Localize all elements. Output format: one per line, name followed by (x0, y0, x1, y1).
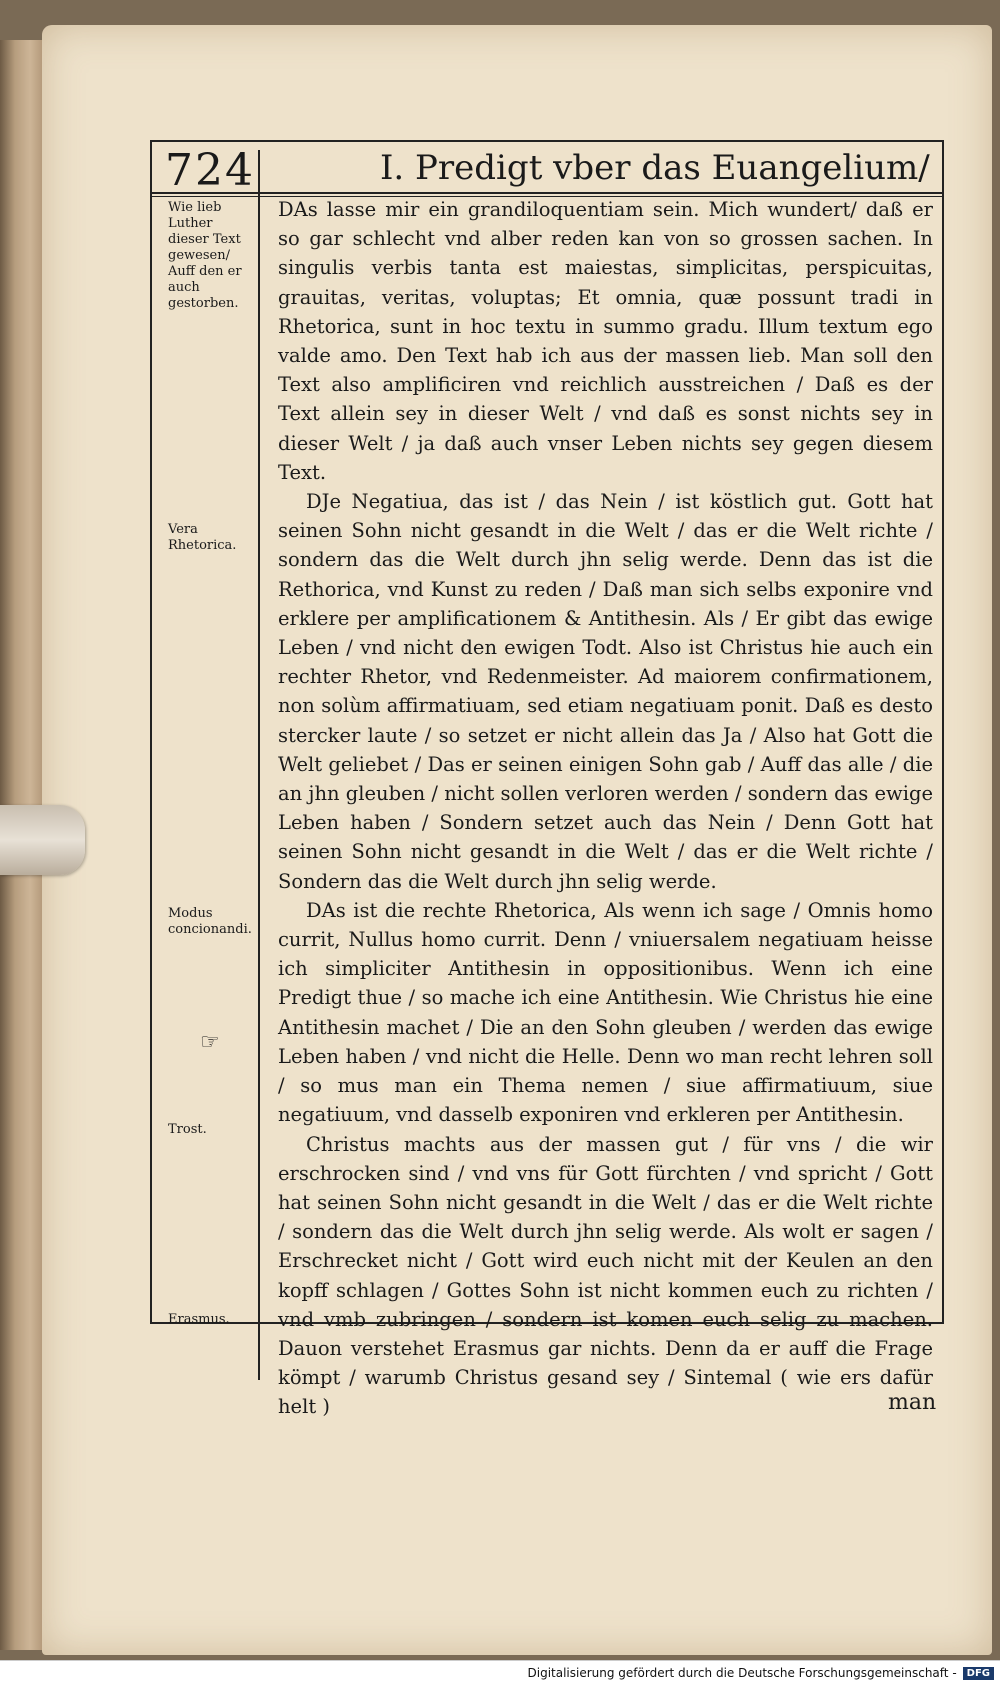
paragraph-1: DAs lasse mir ein grandiloquentiam sein. Mich wundert/ daß er so gar schlecht vnd alber reden kan von so grossen sachen. In singulis verbis tanta est maiestas, simplicitas, perspicuitas, grauitas, veritas, voluptas; Et omnia, quæ possunt tradi in Rhetorica, sunt in hoc textu in summo gradu. Illum textum ego valde amo. Den Text hab ich aus der massen lieb. Man soll den Text also amplificiren vnd reichlich ausstreichen / Daß es der Text allein sey in dieser Welt / vnd daß es sonst nichts sey in dieser Welt / ja daß auch vnser Leben nichts sey gegen diesem Text. (278, 198, 933, 484)
paragraph-3: DAs ist die rechte Rhetorica, Als wenn ich sage / Omnis homo currit, Nullus homo currit. Denn / vniuersalem negatiuam heisse ich simpliciter Antithesin in oppositionibus. Wenn ich eine Predigt thue / so mache ich eine Antithesin. Wie Christus hie eine Antithesin machet / Die an den Sohn gleuben / werden das ewige Leben haben / vnd nicht die Helle. Denn wo man recht lehren soll / so mus man ein Thema nemen / siue affirmatiuum, siue negatiuum, vnd dasselb exponiren vnd erkleren per Antithesin. (278, 898, 933, 1127)
page-number: 724 (165, 145, 255, 196)
paragraph-4: Christus machts aus der massen gut / für vns / die wir erschrocken sind / vnd vns für Gott fürchten / vnd spricht / Gott hat seinen Sohn nicht gesandt in die Welt / das er die Welt richte / sondern das die Welt durch jhn selig werde. Als wolt er sagen / Erschrecket nicht / Gott wird euch nicht mit der Keulen an den kopff schlagen / Gottes Sohn ist nicht kommen euch zu richten / vnd vmb zubringen / sondern ist komen euch selig zu machen. Dauon verstehet Erasmus gar nichts. Denn da er auff die Frage kömpt / warumb Christus gesand sey / Sintemal ( wie ers dafür helt ) (278, 1132, 933, 1419)
header-rule (150, 192, 942, 194)
paragraph-2: DJe Negatiua, das ist / das Nein / ist köstlich gut. Gott hat seinen Sohn nicht gesandt in die Welt / das er die Welt richte / sondern das die Welt durch jhn selig werde. Denn das ist die Rethorica, vnd Kunst zu reden / Daß man sich selbs exponire vnd erklere per amplificationem & Antithesin. Als / Er gibt das ewige Leben / vnd nicht den ewigen Todt. Also ist Christus hie auch ein rechter Rhetor, vnd Redenmeister. Ad maiorem confirmationem, non solùm affirmatiuam, sed etiam negatiuam ponit. Daß es desto stercker laute / so setzet er nicht allein das Ja / Also hat Gott die Welt geliebet / Das er seinen einigen Sohn gab / Auff das alle / die an jhn gleuben / nicht sollen verloren werden / sondern das ewige Leben haben / Sondern setzet auch das Nein / Denn Gott hat seinen Sohn nicht gesandt in die Welt / das er die Welt richte / Sondern das die Welt durch jhn selig werde. (278, 490, 933, 893)
footer (528, 1666, 995, 1680)
margin-note-vera-rhetorica: Vera Rhetorica. (168, 522, 237, 553)
margin-note-modus: Modus concionandi. (168, 906, 252, 937)
running-head: I. Predigt vber das Euangelium/ (380, 148, 930, 188)
margin-note-erasmus: Erasmus. (168, 1312, 230, 1327)
body-text (278, 195, 933, 1422)
dfg-logo: DFG (963, 1667, 994, 1680)
margin-note-trost: Trost. (168, 1122, 207, 1137)
margin-separator (258, 150, 260, 1380)
margin-note-luther: Wie lieb Luther dieser Text gewesen/ Auff den er auch gestorben. (168, 200, 242, 311)
catchword: man (888, 1390, 937, 1415)
pointing-hand-icon: ☞ (200, 1030, 220, 1055)
footer-rule (0, 1660, 1000, 1661)
page-clip (0, 805, 85, 875)
footer-credit: Digitalisierung gefördert durch die Deutsche Forschungsgemeinschaft - (527, 1666, 957, 1680)
